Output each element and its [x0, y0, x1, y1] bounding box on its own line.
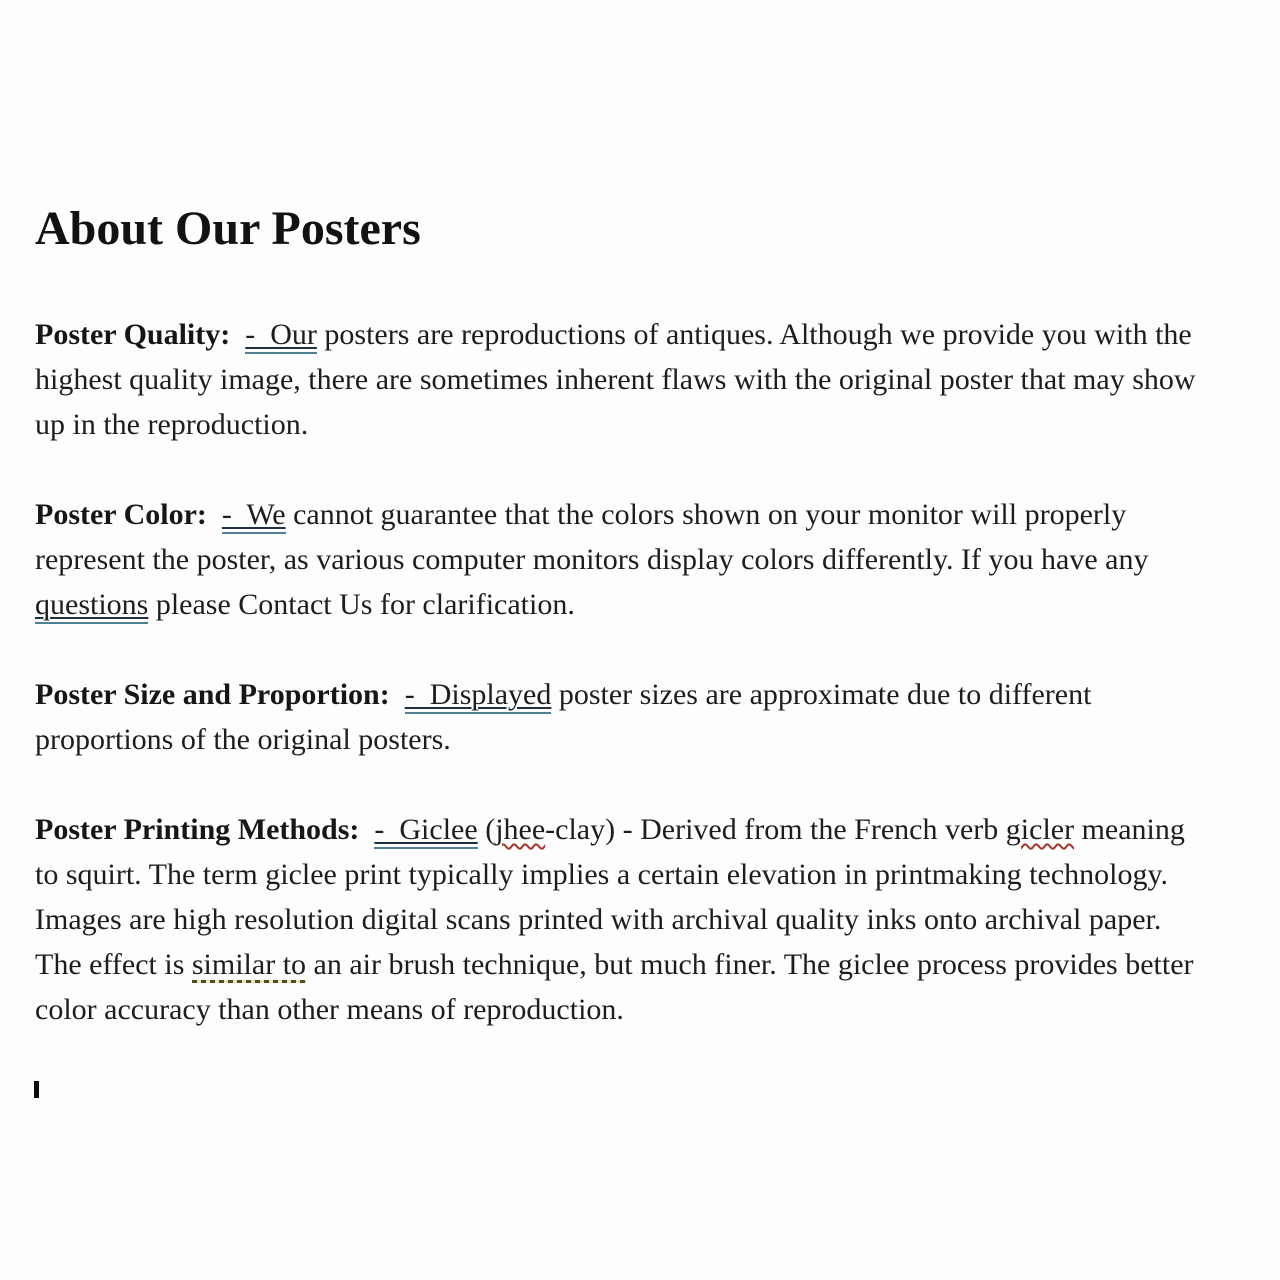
body-text: posters are reproductions of antiques. Although we provide you with the highest quality image, there are sometimes inherent flaws with the original poster that may show up in the reproduction. [35, 317, 1204, 441]
section-poster-color [35, 492, 1212, 627]
body-text: poster sizes are approximate due to different proportions of the original posters. [35, 677, 1099, 756]
grammar-suggestion-text: similar to [191, 947, 307, 981]
link-text[interactable]: - Giclee [374, 813, 477, 849]
link-text[interactable]: questions [35, 588, 148, 624]
page-title: About Our Posters [35, 202, 421, 255]
section-heading: Poster Quality: [35, 317, 231, 351]
body-text [207, 498, 222, 531]
body-text: meaning to squirt. The term giclee print typically implies a certain elevation in printmaking technology. Images are high resolution digital scans printed with archival quality inks onto archival paper. The effect is [35, 812, 1193, 981]
misspelled-word: jhee [495, 812, 546, 846]
misspelled-word: gicler [1005, 812, 1075, 846]
body-text: please Contact Us for clarification. [148, 587, 575, 621]
text-cursor-mark [34, 1081, 39, 1098]
body-text [359, 813, 374, 846]
body-text: an air brush technique, but much finer. The giclee process provides better color accuracy than other means of reproduction. [35, 947, 1202, 1026]
section-poster-quality [35, 312, 1212, 447]
link-text[interactable]: - Displayed [405, 678, 552, 714]
section-heading: Poster Printing Methods: [35, 812, 360, 846]
section-poster-size-and-proportion [35, 672, 1212, 762]
section-poster-printing-methods [35, 807, 1212, 1032]
body-text: ( [477, 812, 496, 846]
body-text [230, 318, 245, 351]
link-text[interactable]: - We [222, 498, 286, 534]
body-text: -clay) - Derived from the French verb [545, 812, 1006, 846]
body-text: cannot guarantee that the colors shown on your monitor will properly represent the poster, as various computer monitors display colors differently. If you have any [35, 497, 1156, 576]
content-sections [35, 312, 1212, 1032]
section-heading: Poster Size and Proportion: [35, 677, 390, 711]
body-text [390, 678, 405, 711]
link-text[interactable]: - Our [245, 318, 317, 354]
section-heading: Poster Color: [35, 497, 207, 531]
